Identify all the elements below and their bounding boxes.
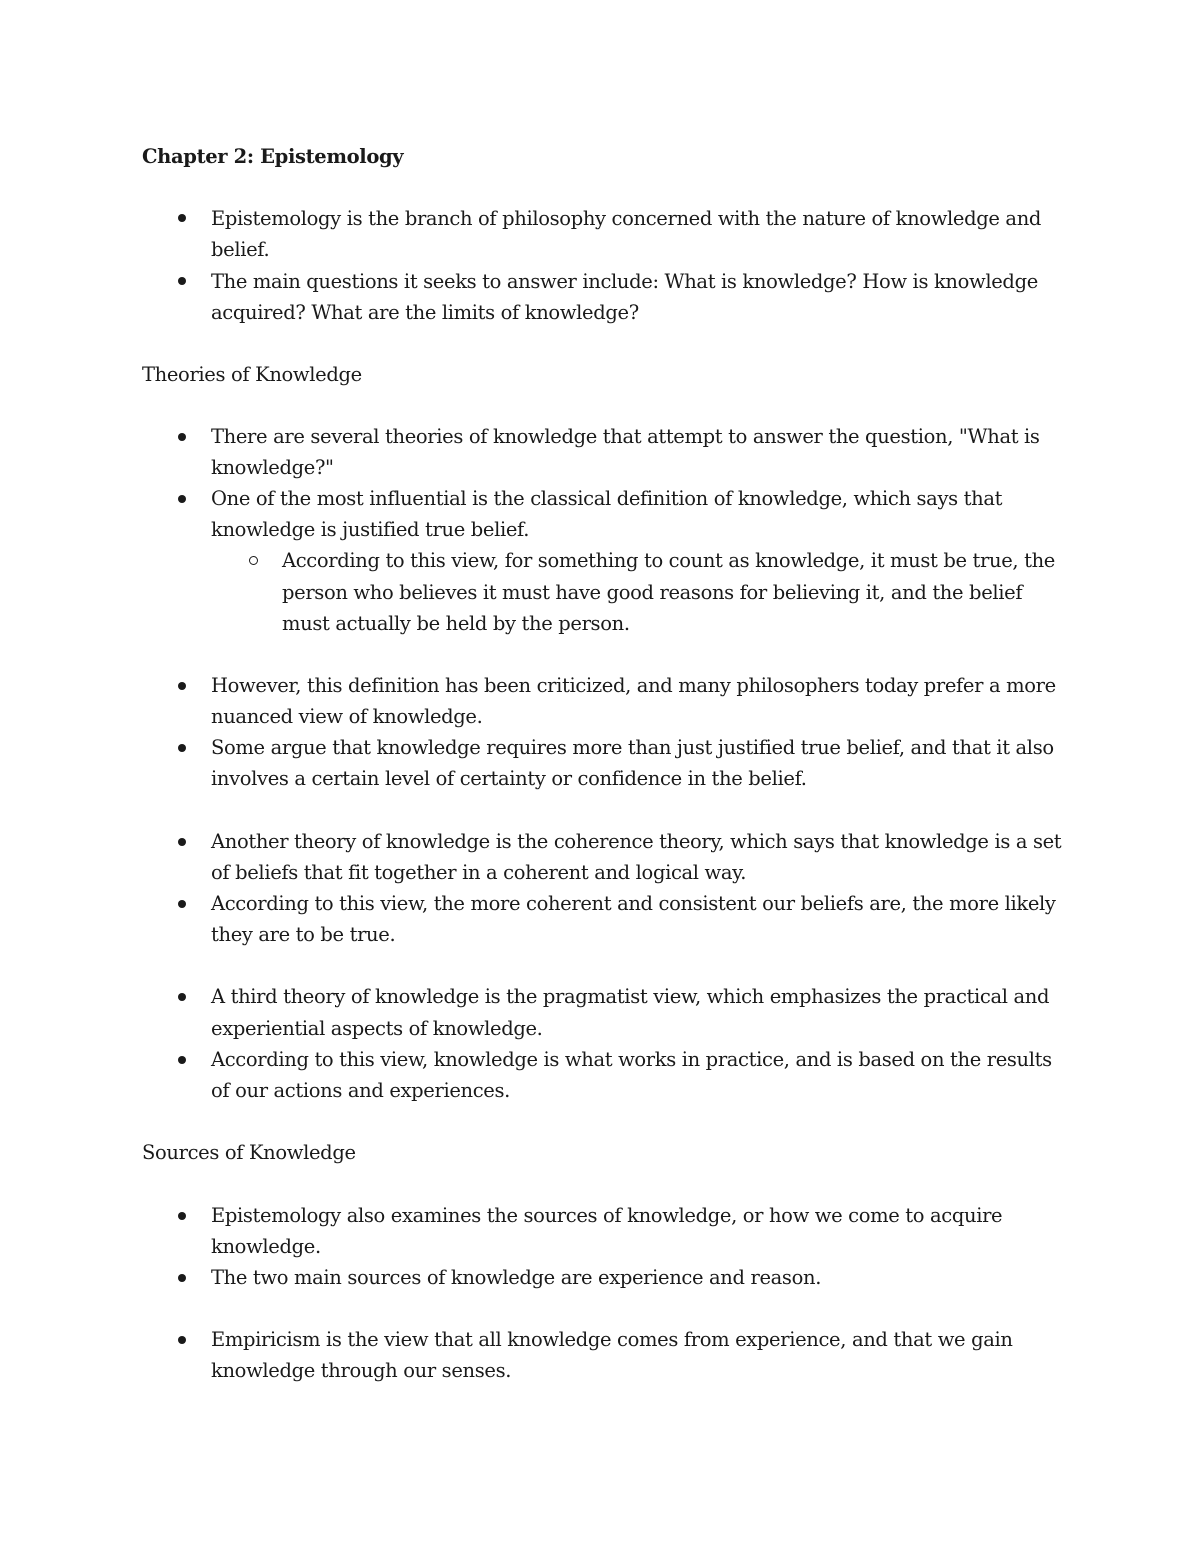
list-item-text: they are to be true. (211, 923, 396, 946)
bullet-icon (178, 433, 186, 441)
sub-list-item-text: person who believes it must have good reasons for believing it, and the belief (282, 581, 1023, 604)
list-item-text: knowledge?" (211, 456, 334, 479)
list-item-text: knowledge is justified true belief. (211, 518, 530, 541)
list-item-text: A third theory of knowledge is the pragmatist view, which emphasizes the practical and (211, 985, 1050, 1008)
list-item-text: knowledge. (211, 1235, 321, 1258)
sub-list-item-text: According to this view, for something to count as knowledge, it must be true, the (282, 549, 1055, 572)
bullet-icon (178, 495, 186, 503)
bullet-icon (178, 214, 186, 222)
bullet-icon (178, 277, 186, 285)
bullet-icon (178, 744, 186, 752)
list-item-text: belief. (211, 238, 270, 261)
list-item-text: According to this view, the more coherent and consistent our beliefs are, the more likely (211, 892, 1056, 915)
list-item-text: However, this definition has been criticized, and many philosophers today prefer a more (211, 674, 1056, 697)
bullet-icon (178, 1212, 186, 1220)
list-item-text: Some argue that knowledge requires more than just justified true belief, and that it also (211, 736, 1054, 759)
bullet-icon (178, 993, 186, 1001)
list-item-text: The main questions it seeks to answer include: What is knowledge? How is knowledge (211, 270, 1038, 293)
bullet-icon (178, 838, 186, 846)
bullet-icon (178, 1336, 186, 1344)
list-item-text: of our actions and experiences. (211, 1079, 510, 1102)
bullet-icon (178, 682, 186, 690)
sub-list-item-text: must actually be held by the person. (282, 612, 630, 635)
list-item-text: There are several theories of knowledge that attempt to answer the question, "What is (211, 425, 1040, 448)
list-item-text: The two main sources of knowledge are experience and reason. (211, 1266, 822, 1289)
list-item-text: acquired? What are the limits of knowledge? (211, 301, 639, 324)
page-title: Chapter 2: Epistemology (142, 145, 404, 168)
list-item-text: Epistemology also examines the sources of knowledge, or how we come to acquire (211, 1204, 1003, 1227)
section-heading: Sources of Knowledge (142, 1141, 356, 1164)
list-item-text: of beliefs that fit together in a coherent and logical way. (211, 861, 747, 884)
bullet-icon (178, 900, 186, 908)
list-item-text: involves a certain level of certainty or confidence in the belief. (211, 767, 807, 790)
list-item-text: According to this view, knowledge is what works in practice, and is based on the results (211, 1048, 1052, 1071)
section-heading: Theories of Knowledge (142, 363, 362, 386)
sub-bullet-icon (249, 556, 258, 565)
list-item-text: experiential aspects of knowledge. (211, 1017, 543, 1040)
list-item-text: Another theory of knowledge is the coherence theory, which says that knowledge is a set (211, 830, 1062, 853)
list-item-text: Epistemology is the branch of philosophy concerned with the nature of knowledge and (211, 207, 1042, 230)
bullet-icon (178, 1056, 186, 1064)
list-item-text: One of the most influential is the classical definition of knowledge, which says that (211, 487, 1003, 510)
list-item-text: knowledge through our senses. (211, 1359, 512, 1382)
list-item-text: nuanced view of knowledge. (211, 705, 483, 728)
bullet-icon (178, 1274, 186, 1282)
list-item-text: Empiricism is the view that all knowledge comes from experience, and that we gain (211, 1328, 1013, 1351)
